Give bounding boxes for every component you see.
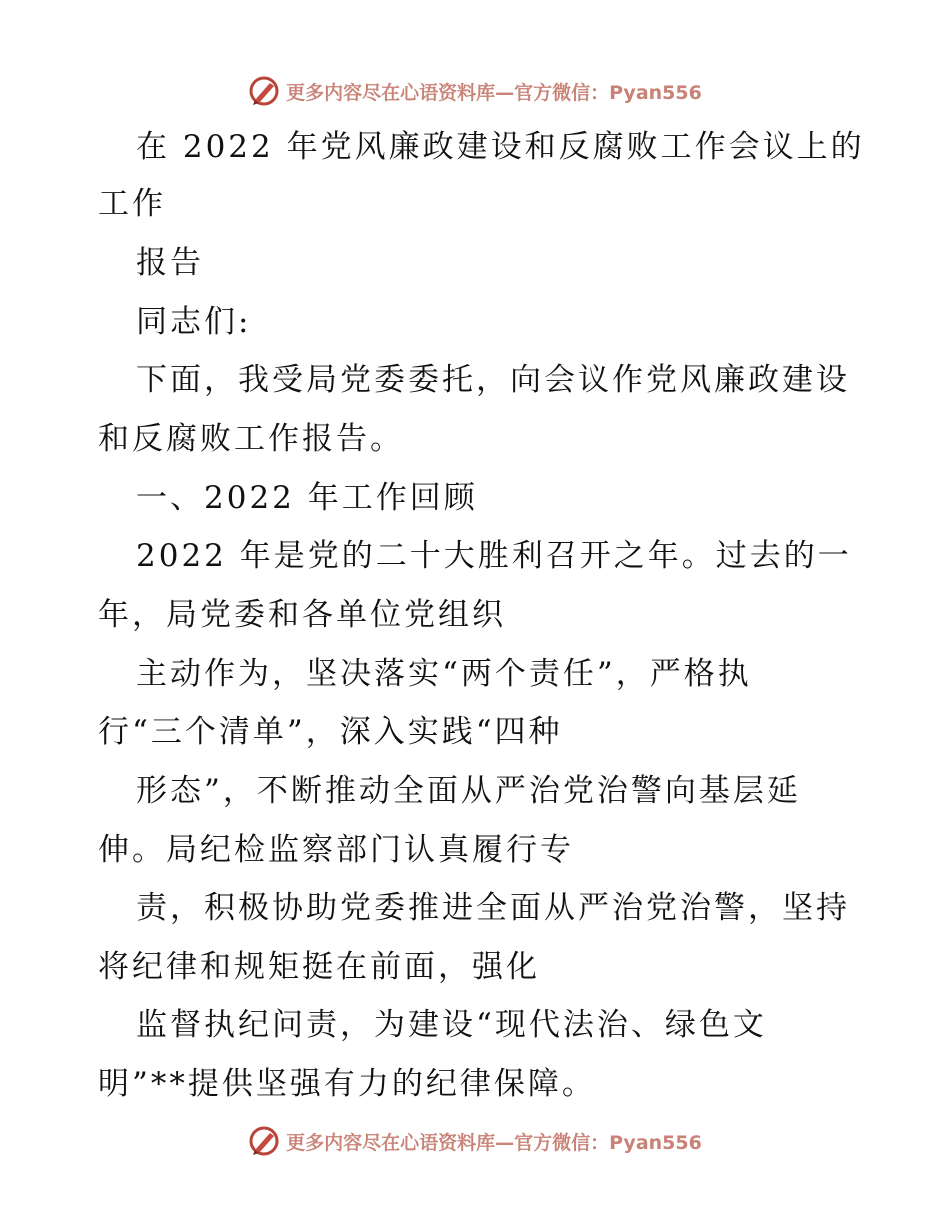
- paragraph-line: 下面，我受局党委委托，向会议作党风廉政建设: [136, 362, 850, 398]
- paragraph-line: 责，积极协助党委推进全面从严治党治警，坚持: [136, 890, 850, 926]
- paragraph-line: 将纪律和规矩挺在前面，强化: [98, 949, 540, 985]
- pen-logo-icon: [248, 1125, 280, 1157]
- title-line-1: 在 2022 年党风廉政建设和反腐败工作会议上的: [136, 129, 865, 165]
- section-heading: 一、2022 年工作回顾: [136, 480, 478, 516]
- title-line-2: 工作: [98, 186, 166, 222]
- paragraph-line: 2022 年是党的二十大胜利召开之年。过去的一: [136, 538, 852, 574]
- paragraph-line: 形态”，不断推动全面从严治党治警向基层延: [136, 773, 801, 809]
- paragraph-line: 明”**提供坚强有力的纪律保障。: [98, 1066, 596, 1102]
- watermark-header: [0, 71, 950, 111]
- paragraph-line: 年，局党委和各单位党组织: [98, 597, 506, 633]
- paragraph-line: 伸。局纪检监察部门认真履行专: [98, 832, 574, 868]
- pen-logo-icon: [248, 75, 280, 107]
- watermark-text: 更多内容尽在心语资料库—官方微信：Pyan556: [286, 1131, 702, 1154]
- watermark-text: 更多内容尽在心语资料库—官方微信：Pyan556: [286, 81, 702, 104]
- paragraph-line: 和反腐败工作报告。: [98, 421, 404, 457]
- paragraph-line: 主动作为，坚决落实“两个责任”，严格执: [136, 656, 752, 692]
- paragraph-line: 行“三个清单”，深入实践“四种: [98, 714, 563, 750]
- watermark-footer: [0, 1121, 950, 1161]
- salutation: 同志们:: [136, 304, 252, 340]
- title-line-3: 报告: [136, 245, 204, 281]
- paragraph-line: 监督执纪问责，为建设“现代法治、绿色文: [136, 1007, 767, 1043]
